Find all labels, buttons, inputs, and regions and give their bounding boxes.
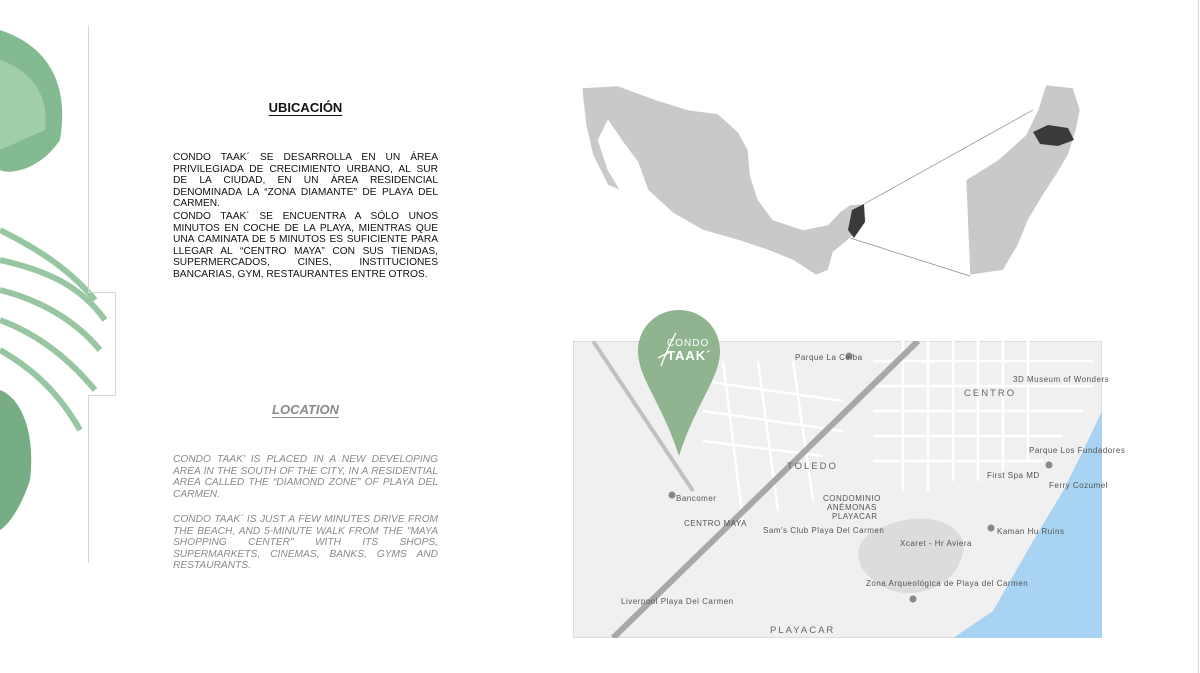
map-label-liverpool: Liverpool Playa Del Carmen (621, 597, 734, 606)
map-label-toledo: TOLEDO (787, 461, 838, 472)
frame-line-vertical (1198, 0, 1199, 673)
pin-label-condo: CONDO (667, 338, 710, 349)
zoom-line-bottom (850, 238, 970, 276)
map-label-centro-maya: CENTRO MAYA (684, 519, 747, 528)
heading-ubicacion: UBICACIÓN (268, 100, 343, 115)
map-label-xcaret: Xcaret - Hr Aviera (900, 539, 972, 548)
frame-line-vertical (88, 395, 89, 563)
leaf-icon (0, 230, 105, 430)
pin-label-taak: TAAK´ (667, 348, 712, 363)
map-label-playacar-small: PLAYACAR (832, 512, 878, 521)
frame-line-vertical (88, 25, 89, 293)
paragraph-es-2: CONDO TAAK´ SE ENCUENTRA A SÓLO UNOS MINUTOS EN COCHE DE LA PLAYA, MIENTRAS QUE UNA CAMINATA DE 5 MINUTOS ES SUFICIENTE PARA LLEGAR AL “CENTRO MAYA” CON SUS TIENDAS, SUPERMERCADOS, CINES, INSTITUCIONES BANCARIAS, GYM, RESTAURANTES ENTRE OTROS. (173, 211, 438, 280)
frame-line-horizontal (88, 292, 116, 293)
map-label-ferry: Ferry Cozumel (1049, 481, 1108, 490)
paragraph-en-1: CONDO TAAK’ IS PLACED IN A NEW DEVELOPING AREA IN THE SOUTH OF THE CITY, IN A RESIDENTIAL AREA CALLED THE “DIAMOND ZONE” OF PLAYA DEL CARMEN. (173, 454, 438, 500)
map-label-sams: Sam's Club Playa Del Carmen (763, 526, 885, 535)
poi-marker-icon (1046, 462, 1053, 469)
leaf-icon (0, 30, 62, 172)
map-label-playacar: PLAYACAR (770, 625, 836, 636)
mexico-silhouette (582, 86, 866, 275)
map-label-fundadores: Parque Los Fundadores (1029, 446, 1126, 455)
map-label-condominio: CONDOMINIO (823, 494, 881, 503)
location-pin-icon (636, 308, 722, 458)
frame-line-vertical (115, 292, 116, 395)
map-label-kaman: Kaman Hu Ruins (997, 527, 1065, 536)
map-label-first-spa: First Spa MD (987, 471, 1040, 480)
frame-line-horizontal (88, 395, 116, 396)
poi-marker-icon (669, 492, 676, 499)
palm-leaves-decoration (0, 0, 120, 673)
heading-location: LOCATION (272, 402, 339, 417)
map-label-anemonas: ANÉMONAS (827, 503, 877, 512)
poi-marker-icon (910, 596, 917, 603)
map-label-zona: Zona Arqueológica de Playa del Carmen (866, 579, 1029, 588)
map-label-centro: CENTRO (964, 388, 1017, 399)
map-label-parque: Parque La Ceiba (795, 353, 863, 362)
poi-marker-icon (988, 525, 995, 532)
map-label-museo: 3D Museum of Wonders (1013, 375, 1110, 384)
map-label-bancomer: Bancomer (676, 494, 717, 503)
leaf-icon (0, 390, 31, 530)
mexico-map (578, 80, 1098, 280)
yucatan-inset (966, 85, 1080, 275)
paragraph-es-1: CONDO TAAK´ SE DESARROLLA EN UN ÁREA PRIVILEGIADA DE CRECIMIENTO URBANO, AL SUR DE LA CIUDAD, EN UN ÁREA RESIDENCIAL DENOMINADA LA “ZONA DIAMANTE” DE PLAYA DEL CARMEN. (173, 152, 438, 210)
paragraph-en-2: CONDO TAAK´ IS JUST A FEW MINUTES DRIVE FROM THE BEACH, AND 5-MINUTE WALK FROM THE "MAYA SHOPPING CENTER" WITH ITS SHOPS, SUPERMARKETS, CINEMAS, BANKS, GYMS AND RESTAURANTS. (173, 514, 438, 572)
